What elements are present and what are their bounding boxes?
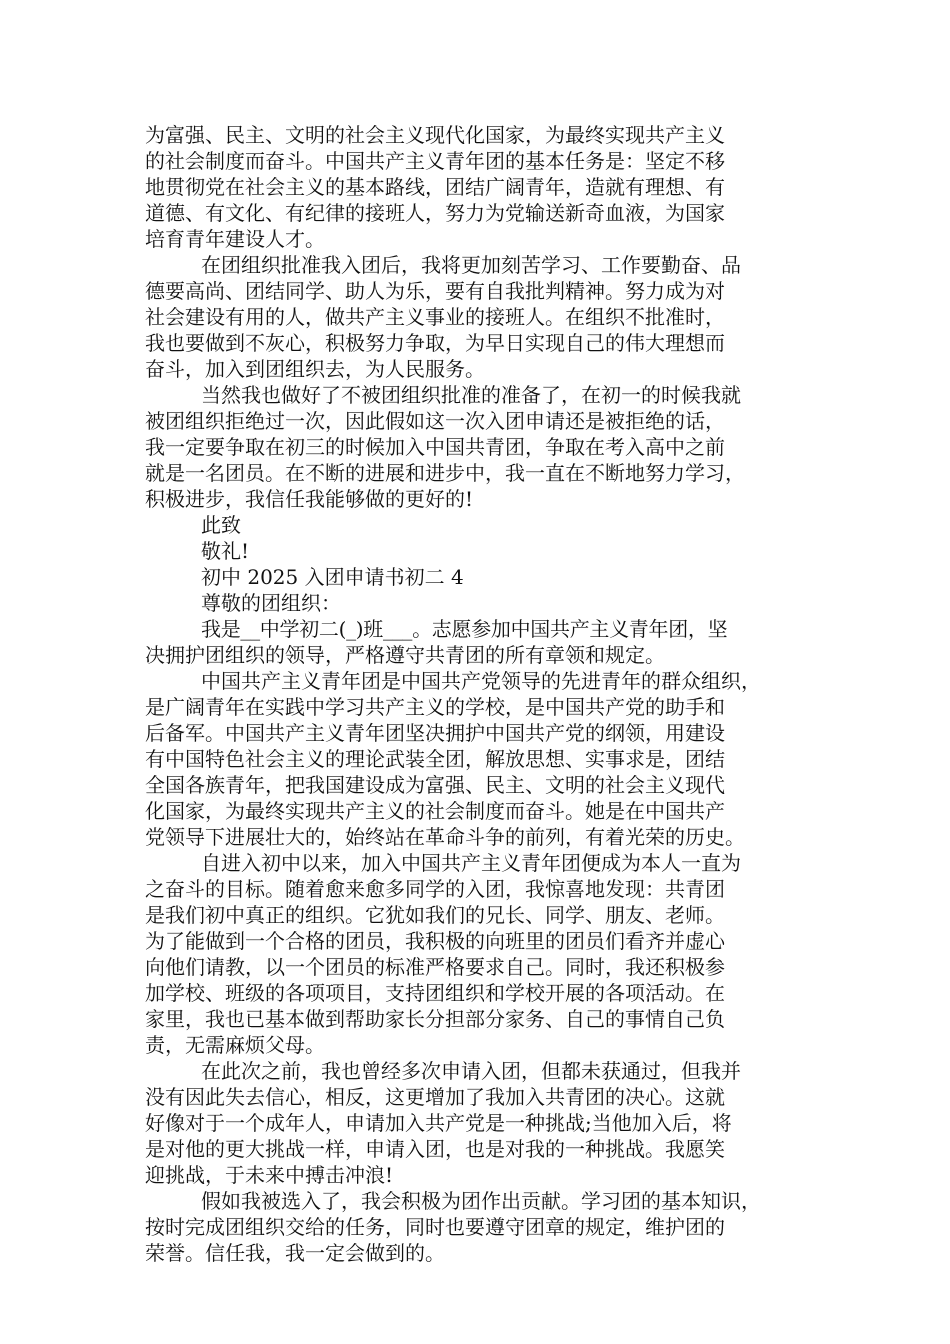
text-line: 就是一名团员。在不断的进展和进步中，我一直在不断地努力学习， — [145, 461, 745, 485]
text-line: 德要高尚、团结同学、助人为乐，要有自我批判精神。努力成为对 — [145, 279, 725, 303]
text-line: 没有因此失去信心，相反，这更增加了我加入共青团的决心。这就 — [145, 1085, 725, 1109]
text-line: 积极进步，我信任我能够做的更好的! — [145, 487, 474, 511]
text-line: 道德、有文化、有纪律的接班人，努力为党输送新奇血液，为国家 — [145, 201, 725, 225]
text-line: 自进入初中以来，加入中国共产主义青年团便成为本人一直为 — [201, 851, 741, 875]
text-line: 在团组织批准我入团后，我将更加刻苦学习、工作要勤奋、品 — [201, 253, 741, 277]
text-line: 迎挑战，于未来中搏击冲浪! — [145, 1163, 394, 1187]
text-line: 是我们初中真正的组织。它犹如我们的兄长、同学、朋友、老师。 — [145, 903, 725, 927]
text-line: 奋斗，加入到团组织去，为人民服务。 — [145, 357, 485, 381]
text-line: 社会建设有用的人，做共产主义事业的接班人。在组织不批准时， — [145, 305, 725, 329]
text-line: 此致 — [201, 513, 241, 537]
text-line: 地贯彻党在社会主义的基本路线，团结广阔青年，造就有理想、有 — [145, 175, 725, 199]
text-line: 培育青年建设人才。 — [145, 227, 325, 251]
text-line: 为富强、民主、文明的社会主义现代化国家，为最终实现共产主义 — [145, 123, 725, 147]
text-line: 为了能做到一个合格的团员，我积极的向班里的团员们看齐并虚心 — [145, 929, 725, 953]
text-line: 我是__中学初二(_)班___。志愿参加中国共产主义青年团，坚 — [201, 617, 728, 641]
text-line: 是广阔青年在实践中学习共产主义的学校，是中国共产党的助手和 — [145, 695, 725, 719]
text-line: 责，无需麻烦父母。 — [145, 1033, 325, 1057]
text-line: 我也要做到不灰心，积极努力争取，为早日实现自己的伟大理想而 — [145, 331, 725, 355]
text-line: 向他们请教，以一个团员的标准严格要求自己。同时，我还积极参 — [145, 955, 725, 979]
text-line: 在此次之前，我也曾经多次申请入团，但都未获通过，但我并 — [201, 1059, 741, 1083]
text-line: 当然我也做好了不被团组织批准的准备了，在初一的时候我就 — [201, 383, 741, 407]
text-line: 好像对于一个成年人，申请加入共产党是一种挑战;当他加入后，将 — [145, 1111, 732, 1135]
text-line: 按时完成团组织交给的任务，同时也要遵守团章的规定，维护团的 — [145, 1215, 725, 1239]
text-line: 初中 2025 入团申请书初二 4 — [201, 565, 464, 589]
text-line: 尊敬的团组织： — [201, 591, 341, 615]
document-body — [145, 122, 820, 1266]
text-line: 化国家，为最终实现共产主义的社会制度而奋斗。她是在中国共产 — [145, 799, 725, 823]
text-line: 的社会制度而奋斗。中国共产主义青年团的基本任务是：坚定不移 — [145, 149, 725, 173]
text-line: 有中国特色社会主义的理论武装全团，解放思想、实事求是，团结 — [145, 747, 725, 771]
text-line: 我一定要争取在初三的时候加入中国共青团，争取在考入高中之前 — [145, 435, 725, 459]
text-line: 荣誉。信任我，我一定会做到的。 — [145, 1241, 445, 1265]
text-line: 党领导下进展壮大的，始终站在革命斗争的前列，有着光荣的历史。 — [145, 825, 745, 849]
text-line: 之奋斗的目标。随着愈来愈多同学的入团，我惊喜地发现：共青团 — [145, 877, 725, 901]
text-line: 中国共产主义青年团是中国共产党领导的先进青年的群众组织， — [201, 669, 761, 693]
text-line: 全国各族青年，把我国建设成为富强、民主、文明的社会主义现代 — [145, 773, 725, 797]
text-line: 是对他的更大挑战一样，申请入团，也是对我的一种挑战。我愿笑 — [145, 1137, 725, 1161]
text-line: 被团组织拒绝过一次，因此假如这一次入团申请还是被拒绝的话， — [145, 409, 725, 433]
text-line: 敬礼! — [201, 539, 250, 563]
text-line: 后备军。中国共产主义青年团坚决拥护中国共产党的纲领，用建设 — [145, 721, 725, 745]
text-line: 决拥护团组织的领导，严格遵守共青团的所有章领和规定。 — [145, 643, 665, 667]
text-line: 加学校、班级的各项项目，支持团组织和学校开展的各项活动。在 — [145, 981, 725, 1005]
text-line: 家里，我也已基本做到帮助家长分担部分家务、自己的事情自己负 — [145, 1007, 725, 1031]
text-line: 假如我被选入了，我会积极为团作出贡献。学习团的基本知识， — [201, 1189, 761, 1213]
